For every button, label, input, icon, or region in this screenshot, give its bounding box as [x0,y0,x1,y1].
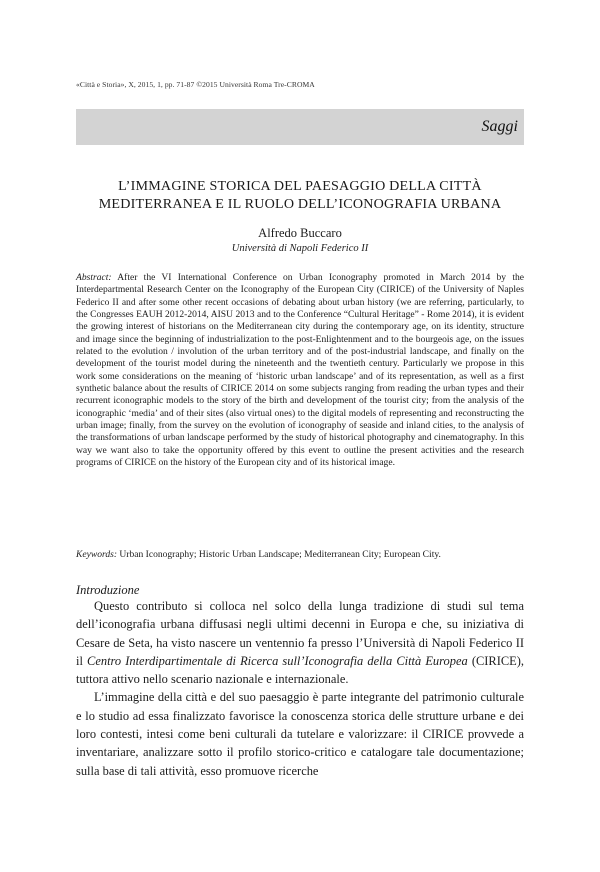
abstract [76,272,524,470]
keywords-label: Keywords: [76,549,118,560]
running-head: «Città e Storia», X, 2015, 1, pp. 71-87 ©2015 Università Roma Tre-CROMA [76,80,315,89]
centre-name: Centro Interdipartimentale di Ricerca sull’Iconografia della Città Europea [87,653,468,668]
author-name: Alfredo Buccaro [258,226,342,240]
paragraph-1 [76,597,524,688]
keywords-text: Urban Iconography; Historic Urban Landscape; Mediterranean City; European City. [119,549,441,560]
section-label: Saggi [481,118,518,135]
article-title [76,177,524,213]
title-line-2: MEDITERRANEA E IL RUOLO DELL’ICONOGRAFIA URBANA [98,196,502,212]
body-text [76,597,524,780]
paragraph-2: L’immagine della città e del suo paesaggio è parte integrante del patrimonio culturale e lo studio ad essa finalizzato favorisce la conoscenza storica delle strutture urbane e dei loro contesti, intesi come beni culturali da tutelare e valorizzare: il CIRICE provvede a inventariare, analizzare sotto il profilo storico-critico e catalogare tale documentazione; sulla base di tali attività, esso promuove ricerche [76,690,524,778]
paragraph-1-text-a: Questo contributo si colloca nel solco della lunga tradizione di studi sul tema dell’iconografia urbana diffusasi negli ultimi decenni in Europa e che, su iniziativa di Cesare de Seta, ha visto nascere un ventennio fa presso l’Università di Napoli Federico II il [76,599,524,668]
keywords [76,549,524,561]
author-affiliation: Università di Napoli Federico II [231,243,369,254]
paragraph-1-text-b: (CIRICE), tuttora attivo nello scenario nazionale e internazionale. [76,653,524,687]
abstract-text: After the VI International Conference on Urban Iconography promoted in March 2014 by the Interdepartmental Research Center on the Iconography of the European City (CIRICE) of the University of Naples Federico II and after some other recent occasions of debating about urban history (we are referring, particularly, to the Congresses EAUH 2012-2014, AISU 2013 and to the Conference “Cultural Heritage” - Rome 2014), it is evident the growing interest of historians on the Mediterranean city during the contemporary age, on its identity, structure and image since the beginning of industrialization to the post-Enlightenment and to the bourgeois age, on the issues related to the evolution / involution of the urban territory and of the post-industrial landscape, and finally on the development of the tourist model during the nineteenth and the twentieth century. Particularly we propose in this work some considerations on the meaning of ‘historic urban landscape’ and of its representation, as well as a first synthetic balance about the results of CIRICE 2014 on some subjects ranging from reading the urban types and their recurrent iconographic models to the story of the birth and development of the tourist city; from the analysis of the iconographic ‘media’ and of their sites (also virtual ones) to the digital models of representing and reconstructing the urban image; finally, from the survey on the evolution of iconography of seaside and inland cities, to the analysis of the transformations of urban landscape performed by the study of historical photography and cinematography. In this way we want also to take the opportunity offered by this event to outline the present activities and the research programs of CIRICE on the history of the European city and of its historical image. [76,272,524,469]
section-band [76,109,524,145]
section-heading: Introduzione [76,583,140,597]
title-line-1: L’IMMAGINE STORICA DEL PAESAGGIO DELLA CITTÀ [118,178,482,194]
abstract-label: Abstract: [76,272,112,283]
